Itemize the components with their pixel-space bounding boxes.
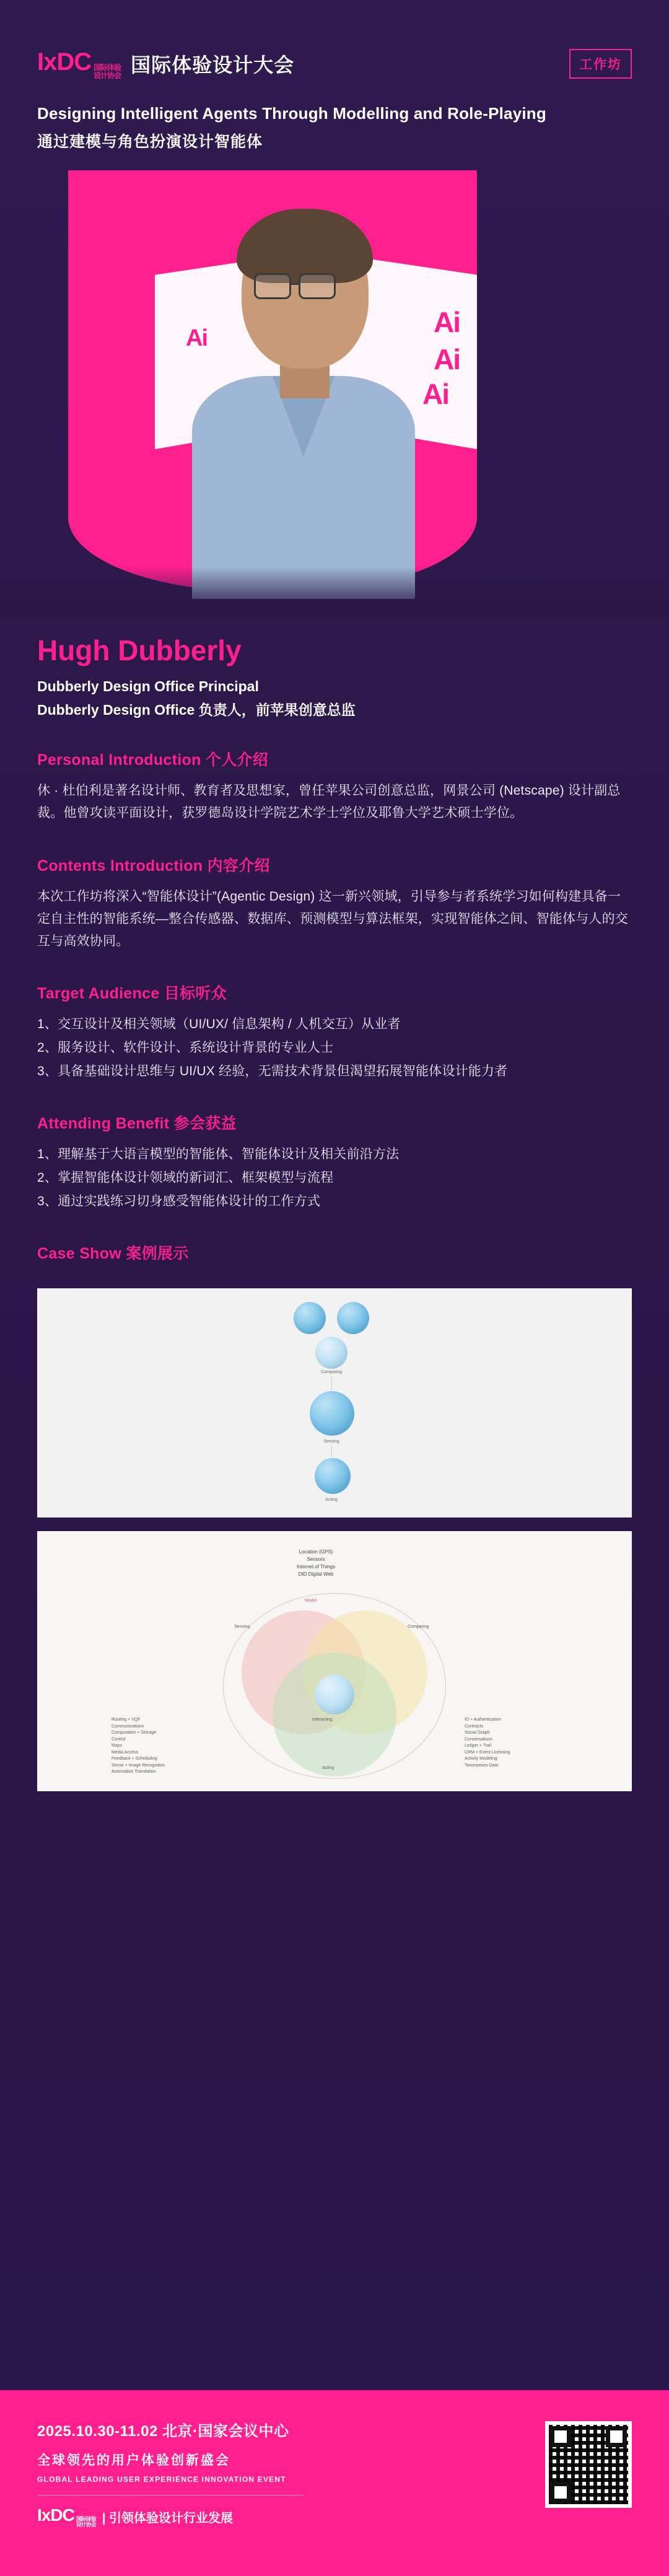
brand-lockup <box>37 48 294 79</box>
diagram-node <box>310 1391 354 1436</box>
title-block <box>0 79 669 152</box>
diagram-connector <box>331 1376 332 1390</box>
speaker-name: Hugh Dubberly <box>37 634 242 667</box>
venn-label-sensing: Sensing <box>234 1625 250 1630</box>
footer-slogan-cn: 全球领先的用户体验创新盛会 <box>37 2453 230 2468</box>
speaker-role-en: Dubberly Design Office Principal <box>37 678 259 695</box>
portrait-shirt <box>192 376 415 599</box>
diagram-caption: Comparing <box>320 1370 343 1375</box>
session-title-en: Designing Intelligent Agents Through Modelling and Role-Playing <box>37 104 546 123</box>
section-body <box>37 886 632 953</box>
hero-image <box>0 170 669 616</box>
diagram-node-label: Interacting <box>312 1718 333 1722</box>
hero-fade-overlay <box>0 567 669 616</box>
paragraph: 3、通过实践练习切身感受智能体设计的工作方式 <box>37 1194 321 1209</box>
session-title-cn: 通过建模与角色扮演设计智能体 <box>37 133 263 151</box>
conference-name-cn: 国际体验设计大会 <box>131 54 295 77</box>
ai-mark-icon: Ai <box>186 325 207 352</box>
paragraph: 1、交互设计及相关领域（UI/UX/ 信息架构 / 人机交互）从业者 <box>37 1016 401 1031</box>
section-contents-introduction <box>0 854 669 953</box>
section-body <box>37 780 632 824</box>
glasses-left-icon <box>254 273 291 299</box>
case-show-gallery <box>0 1288 669 1791</box>
header <box>0 0 669 79</box>
ixdc-logo-subtext: 国际体验 设计协会 <box>94 63 121 80</box>
portrait-hair <box>237 209 373 283</box>
diagram-center-label: Model <box>305 1599 317 1604</box>
paragraph: 3、具备基础设计思维与 UI/UX 经验，无需技术背景但渴望拓展智能体设计能力者 <box>37 1064 508 1079</box>
section-heading: Personal Introduction 个人介绍 <box>37 751 269 769</box>
diagram-connector <box>331 1446 332 1457</box>
diagram-node <box>294 1302 326 1334</box>
ixdc-logo-footer-subtext: 国际体验 设计协会 <box>76 2516 96 2528</box>
paragraph: 2、服务设计、软件设计、系统设计背景的专业人士 <box>37 1040 334 1055</box>
ixdc-logo-footer-text: IxDC <box>37 2505 74 2525</box>
case-image-agent-loop[interactable] <box>37 1288 632 1517</box>
section-body <box>37 1143 632 1213</box>
qr-code-pattern <box>549 2425 628 2504</box>
diagram-node <box>337 1302 369 1334</box>
diagram-caption: Sensing <box>323 1439 339 1444</box>
speaker-portrait <box>186 214 421 592</box>
footer-slogan-en: GLOBAL LEADING USER EXPERIENCE INNOVATION EVENT <box>37 2475 286 2484</box>
footer-brand <box>37 2505 304 2528</box>
qr-eye-icon <box>550 2482 571 2503</box>
diagram-title: Location (GPS) Sensors Internet of Things DID Digital Web <box>296 1549 336 1578</box>
venn-label-acting: Acting <box>322 1766 334 1771</box>
case-image-agentic-venn[interactable] <box>37 1531 632 1791</box>
qr-eye-icon <box>606 2426 627 2447</box>
diagram-node <box>315 1458 351 1494</box>
section-heading: Contents Introduction 内容介绍 <box>37 857 270 875</box>
section-heading: Target Audience 目标听众 <box>37 984 227 1002</box>
venn-label-comparing: Comparing <box>408 1625 429 1630</box>
section-personal-introduction <box>0 748 669 824</box>
section-attending-benefit <box>0 1111 669 1213</box>
ixdc-logo <box>37 48 121 79</box>
section-target-audience <box>0 981 669 1083</box>
paragraph: 1、理解基于大语言模型的智能体、智能体设计及相关前沿方法 <box>37 1147 400 1162</box>
speaker-block <box>0 616 669 719</box>
section-heading: Case Show 案例展示 <box>37 1245 189 1263</box>
diagram-right-labels: ID + Authentication Contracts Social Graph Conversations Ledger + Trail CRM + Event Licensing Activity Modeling Taxonomies Data <box>465 1718 510 1768</box>
paragraph: 本次工作坊将深入“智能体设计”(Agentic Design) 这一新兴领域，引导参与者系统学习如何构建具备一定自主性的智能系统—整合传感器、数据库、预测模型与算法框架，实现智能体之间、智能体与人的交互与高效协同。 <box>37 889 628 948</box>
qr-code[interactable] <box>545 2421 632 2508</box>
diagram-left-labels: Routing + VQF Communications Computation + Storage Control Maps Media Access Feedback + Scheduling Sense + Image Recognition Automation Translation <box>112 1718 165 1775</box>
section-case-show <box>0 1241 669 1264</box>
glasses-right-icon <box>299 273 336 299</box>
ixdc-logo-footer <box>37 2505 96 2528</box>
ai-mark-icon: Ai <box>422 378 448 411</box>
paragraph: 休 · 杜伯利是著名设计师、教育者及思想家，曾任苹果公司创意总监，网景公司 (Netscape) 设计副总裁。他曾攻读平面设计，获罗德岛设计学院艺术学士学位及耶鲁大学艺术硕士学位。 <box>37 784 621 821</box>
glasses-bridge-icon <box>291 283 300 285</box>
qr-eye-icon <box>550 2426 571 2447</box>
footer <box>0 2390 669 2576</box>
workshop-tag: 工作坊 <box>569 49 632 79</box>
footer-tagline: | 引领体验设计行业发展 <box>102 2511 233 2525</box>
ai-mark-icon: Ai <box>434 306 460 339</box>
diagram-node <box>315 1337 348 1369</box>
ixdc-logo-text: IxDC <box>37 48 92 76</box>
section-heading: Attending Benefit 参会获益 <box>37 1115 237 1133</box>
paragraph: 2、掌握智能体设计领域的新词汇、框架模型与流程 <box>37 1171 334 1185</box>
ai-mark-icon: Ai <box>434 343 460 376</box>
section-body <box>37 1013 632 1083</box>
diagram-caption: Acting <box>325 1498 338 1503</box>
footer-info <box>37 2419 304 2528</box>
event-date-location: 2025.10.30-11.02 北京·国家会议中心 <box>37 2423 289 2440</box>
speaker-role-cn: Dubberly Design Office 负责人，前苹果创意总监 <box>37 702 356 718</box>
